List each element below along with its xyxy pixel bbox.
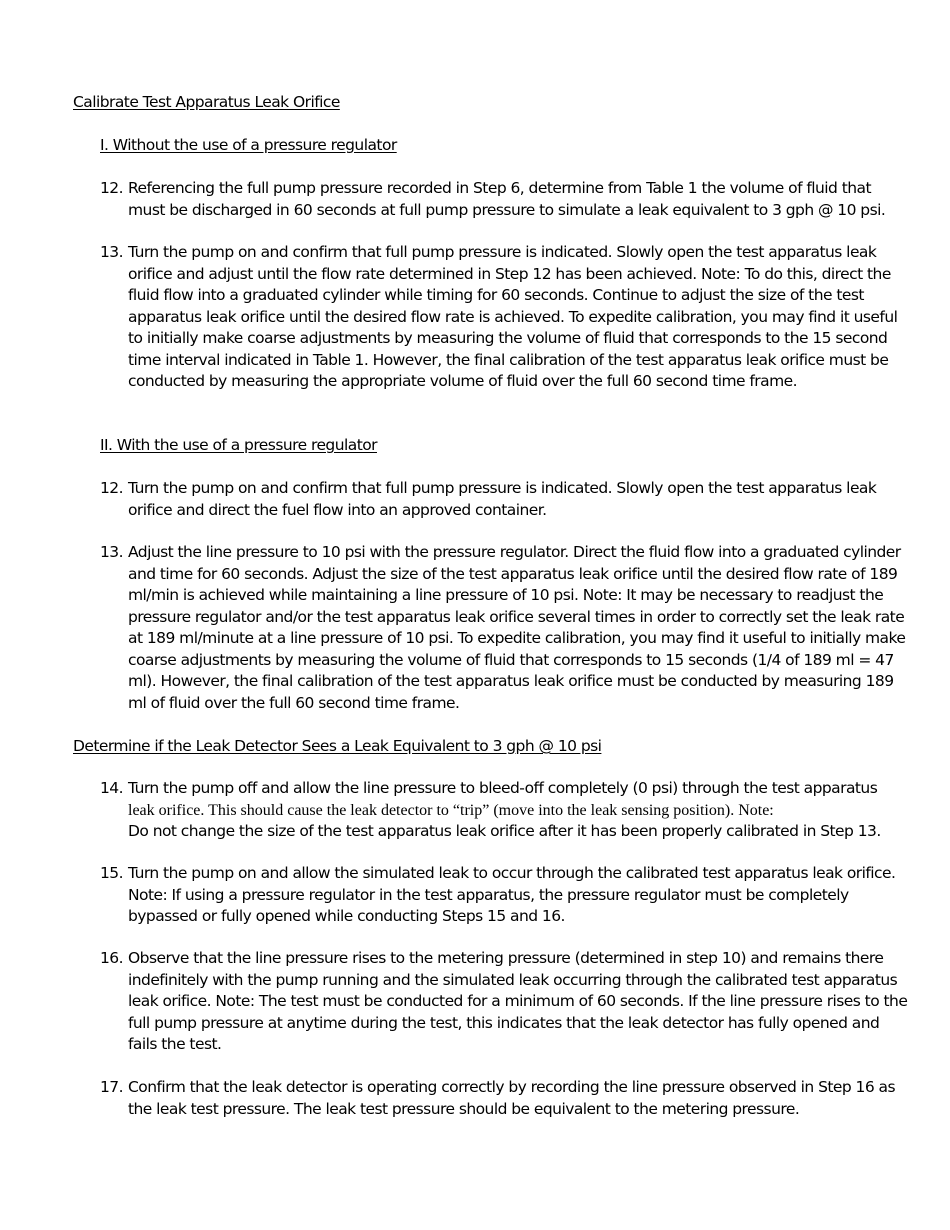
step-text: Turn the pump on and allow the simulated leak to occur through the calibrated test apparatus leak orifice. Note: If using a pressure regulator in the test apparatus, the pressure regulator must be completely bypassed or fully opened while conducting Steps 15 and 16. [128, 864, 896, 925]
step-number: 14. [100, 779, 124, 797]
step-number: 12. [100, 479, 124, 497]
step-text: Observe that the line pressure rises to the metering pressure (determined in step 10) and remains there indefinitely with the pump running and the simulated leak occurring through the calibrated test apparatus leak orifice. Note: The test must be conducted for a minimum of 60 seconds. If the line pressure rises to the full pump pressure at anytime during the test, this indicates that the leak detector has fully opened and fails the test. [128, 949, 908, 1053]
step-text: Turn the pump on and confirm that full pump pressure is indicated. Slowly open the test apparatus leak orifice and adjust until the flow rate determined in Step 12 has been achieved. Note: To do this, direct the fluid flow into a graduated cylinder while timing for 60 seconds. Continue to adjust the size of the test apparatus leak orifice until the desired flow rate is achieved. To expedite calibration, you may find it useful to initially make coarse adjustments by measuring the volume of fluid that corresponds to the 15 second time interval indicated in Table 1. However, the final calibration of the test apparatus leak orifice must be conducted by measuring the appropriate volume of fluid over the full 60 second time frame. [128, 243, 898, 390]
part-two-title: II. With the use of a pressure regulator [100, 436, 377, 454]
list-item-step-16 [100, 948, 908, 1056]
list-item-step-17 [100, 1077, 908, 1120]
list-item-step-15 [100, 863, 908, 928]
list-item-step-14 [100, 778, 908, 843]
section-title-calibrate: Calibrate Test Apparatus Leak Orifice [73, 93, 340, 111]
step-number: 15. [100, 864, 124, 882]
step-number: 16. [100, 949, 124, 967]
step-number: 17. [100, 1078, 124, 1096]
step-text-line-2: leak orifice. This should cause the leak detector to “trip” (move into the leak sensing position). Note: [128, 801, 774, 819]
step-text: Adjust the line pressure to 10 psi with the pressure regulator. Direct the fluid flow into a graduated cylinder and time for 60 seconds. Adjust the size of the test apparatus leak orifice until the desired flow rate of 189 ml/min is achieved while maintaining a line pressure of 10 psi. Note: It may be necessary to readjust the pressure regulator and/or the test apparatus leak orifice several times in order to correctly set the leak rate at 189 ml/minute at a line pressure of 10 psi. To expedite calibration, you may find it useful to initially make coarse adjustments by measuring the volume of fluid that corresponds to 15 seconds (1/4 of 189 ml = 47 ml). However, the final calibration of the test apparatus leak orifice must be conducted by measuring 189 ml of fluid over the full 60 second time frame. [128, 543, 906, 712]
list-item-part-two-step-13 [100, 542, 908, 714]
step-number: 12. [100, 179, 124, 197]
step-number: 13. [100, 243, 124, 261]
step-text: Turn the pump on and confirm that full pump pressure is indicated. Slowly open the test apparatus leak orifice and direct the fuel flow into an approved container. [128, 479, 877, 519]
step-text-line-3: Do not change the size of the test apparatus leak orifice after it has been properly calibrated in Step 13. [128, 822, 881, 840]
list-item-part-one-step-13 [100, 242, 908, 393]
list-item-part-one-step-12 [100, 178, 908, 221]
step-text: Confirm that the leak detector is operating correctly by recording the line pressure observed in Step 16 as the leak test pressure. The leak test pressure should be equivalent to the metering pressure. [128, 1078, 896, 1118]
step-number: 13. [100, 543, 124, 561]
step-text-line-1: Turn the pump off and allow the line pressure to bleed-off completely (0 psi) through the test apparatus [128, 779, 878, 797]
list-item-part-two-step-12 [100, 478, 908, 521]
part-one-title: I. Without the use of a pressure regulator [100, 136, 397, 154]
step-text [128, 778, 908, 843]
section-title-determine: Determine if the Leak Detector Sees a Leak Equivalent to 3 gph @ 10 psi [73, 737, 602, 755]
step-text: Referencing the full pump pressure recorded in Step 6, determine from Table 1 the volume of fluid that must be discharged in 60 seconds at full pump pressure to simulate a leak equivalent to 3 gph @ 10 psi. [128, 179, 886, 219]
